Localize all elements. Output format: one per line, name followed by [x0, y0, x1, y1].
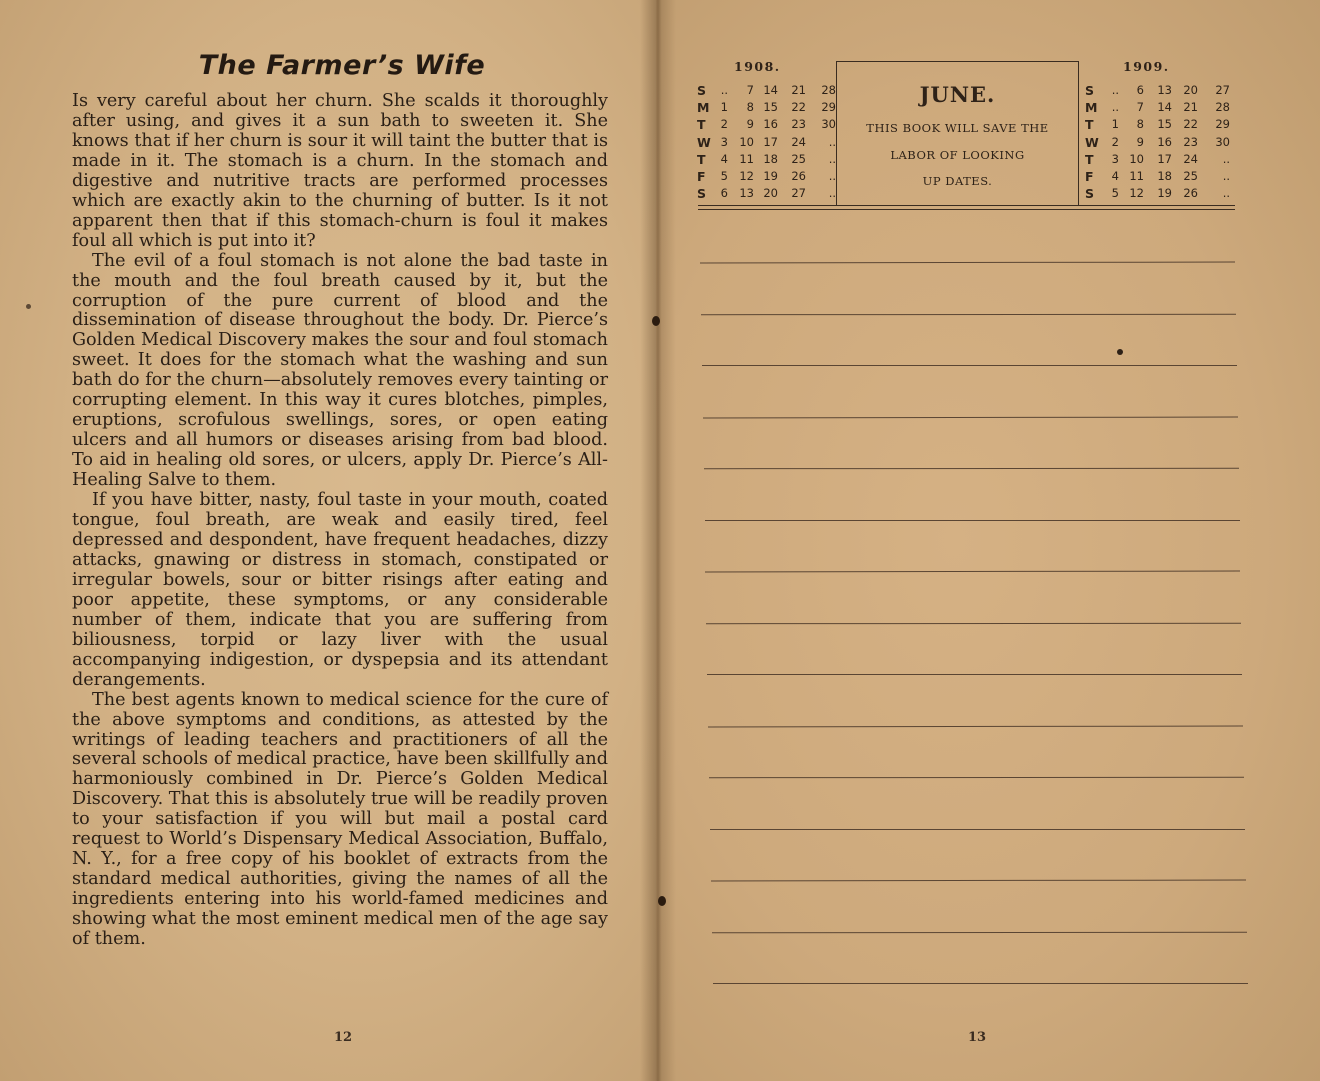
calendar-day: 13: [1157, 83, 1172, 97]
weekday-letter: T: [1085, 151, 1094, 167]
calendar-day: 17: [763, 134, 778, 149]
calendar-day: 17: [1157, 151, 1172, 166]
note-line: LABOR OF LOOKING: [890, 148, 1025, 162]
calendar-day: 19: [763, 168, 778, 183]
calendar-day: ..: [1111, 100, 1119, 115]
calendar-day: 29: [821, 100, 836, 115]
calendar-day: 21: [791, 83, 806, 97]
calendar-day: 1: [720, 100, 728, 115]
ruled-line: [710, 829, 1245, 830]
calendar-day: 16: [1157, 134, 1172, 149]
header-rule: [698, 209, 1235, 210]
calendar-day: 20: [763, 186, 778, 201]
calendar-row: [697, 186, 837, 203]
calendar-day: 26: [791, 168, 806, 183]
calendar-row: [1085, 135, 1231, 152]
ruled-line: [706, 622, 1241, 623]
calendar-day: 6: [720, 186, 728, 201]
calendar-day: 2: [720, 117, 728, 132]
calendar-day: 24: [1183, 151, 1198, 166]
year-label-1908: 1908.: [734, 59, 781, 74]
note-line: THIS BOOK WILL SAVE THE: [866, 121, 1049, 135]
calendar-row: [1085, 152, 1231, 169]
calendar-day: 3: [720, 134, 728, 149]
paragraph: The best agents known to medical science for the cure of the above symptoms and conditions, as attested by the writings of leading teachers and practitioners of all the several schools of medical practice, have been skillfully and harmoniously combined in Dr. Pierce’s Golden Medical Discovery. That this is absolutely true will be readily proven to your satisfaction if you will but mail a postal card request to World’s Dispensary Medical Association, Buffalo, N. Y., for a free copy of his booklet of extracts from the standard medical authorities, giving the names of all the ingredients entering into his world-famed medicines and showing what the most eminent medical men of the age say of them.: [72, 689, 608, 950]
calendar-day: 11: [739, 151, 754, 166]
page-title: The Farmer’s Wife: [198, 50, 486, 81]
note-line: UP DATES.: [922, 174, 993, 188]
ruled-line: [701, 313, 1236, 314]
page-number: 13: [968, 1030, 987, 1045]
calendar-day: 25: [1183, 168, 1198, 183]
calendar-day: 13: [739, 186, 754, 201]
calendar-day: 23: [1183, 134, 1198, 149]
calendar-day: 6: [1136, 83, 1144, 97]
calendar-day: ..: [1111, 83, 1119, 97]
ink-spot: [1117, 349, 1123, 355]
calendar-day: 2: [1111, 134, 1119, 149]
calendar-day: 22: [791, 100, 806, 115]
calendar-day: 10: [1129, 151, 1144, 166]
weekday-letter: S: [697, 83, 707, 98]
paragraph: Is very careful about her churn. She scalds it thoroughly after using, and gives it a sun bath to sweeten it. She knows that if her churn is sour it will taint the butter that is made in it. The stomach is a churn. In the stomach and digestive and nutritive tracts are performed processes which are exactly akin to the churning of butter. Is it not apparent then that if this stomach-churn is foul it makes foul all which is put into it?: [72, 91, 608, 251]
calendar-day: 28: [1215, 100, 1230, 115]
calendar-day: ..: [828, 168, 836, 183]
calendar-day: ..: [1222, 186, 1230, 201]
weekday-letter: S: [1085, 83, 1095, 98]
calendar-day: 30: [821, 117, 836, 132]
calendar-row: [697, 100, 837, 117]
calendar-day: 5: [1111, 186, 1119, 201]
weekday-letter: F: [697, 168, 706, 184]
calendar-day: 21: [1183, 100, 1198, 115]
calendar-day: ..: [828, 134, 836, 149]
calendar-day: 12: [1129, 186, 1144, 201]
paragraph: If you have bitter, nasty, foul taste in your mouth, coated tongue, foul breath, are weak and easily tired, feel depressed and despondent, have frequent headaches, dizzy attacks, gnawing or distress in stomach, constipated or irregular bowels, sour or bitter risings after eating and poor appetite, these symptoms, or any considerable number of them, indicate that you are suffering from biliousness, torpid or lazy liver with the usual accompanying indigestion, or dyspepsia and its attendant derangements.: [72, 490, 608, 690]
calendar-day: 12: [739, 168, 754, 183]
calendar-day: 9: [746, 117, 754, 132]
calendar-day: 15: [763, 100, 778, 115]
calendar-day: ..: [720, 83, 728, 97]
calendar-day: 7: [746, 83, 754, 97]
weekday-letter: M: [1085, 100, 1098, 116]
weekday-letter: F: [1085, 168, 1094, 184]
calendar-day: 7: [1136, 100, 1144, 115]
calendar-day: 19: [1157, 186, 1172, 201]
calendar-day: ..: [1222, 151, 1230, 166]
month-header-box: [836, 61, 1079, 206]
calendar-day: 9: [1136, 134, 1144, 149]
calendar-day: 27: [1215, 83, 1230, 97]
calendar-day: 25: [791, 151, 806, 166]
book-spine-gutter: [640, 0, 676, 1081]
calendar-row: [697, 169, 837, 186]
page-number: 12: [334, 1030, 353, 1045]
ruled-line: [702, 365, 1237, 366]
article-body: [72, 92, 608, 950]
calendar-day: 11: [1129, 168, 1144, 183]
calendar-row: [1085, 186, 1231, 203]
calendar-day: 28: [821, 83, 836, 97]
calendar-row: [1085, 100, 1231, 117]
calendar-day: 8: [1136, 117, 1144, 132]
calendar-row: [697, 135, 837, 152]
weekday-letter: S: [697, 186, 707, 202]
binding-stitch-hole: [658, 896, 666, 906]
calendar-day: 15: [1157, 117, 1172, 132]
calendar-day: 24: [791, 134, 806, 149]
calendar-day: 5: [720, 168, 728, 183]
calendar-day: 18: [1157, 168, 1172, 183]
calendar-day: 8: [746, 100, 754, 115]
calendar-day: ..: [1222, 168, 1230, 183]
calendar-row: [1085, 117, 1231, 134]
weekday-letter: T: [697, 151, 706, 167]
ruled-line: [712, 931, 1247, 932]
calendar-day: 20: [1183, 83, 1198, 97]
weekday-letter: T: [1085, 117, 1094, 133]
ruled-line: [705, 520, 1240, 521]
calendar-day: 27: [791, 186, 806, 201]
weekday-letter: W: [697, 134, 711, 150]
calendar-1909: [1085, 83, 1231, 203]
month-name: JUNE.: [919, 82, 996, 107]
paragraph: The evil of a foul stomach is not alone the bad taste in the mouth and the foul breath caused by it, but the corruption of the pure current of blood and the dissemination of disease throughout the body. Dr. Pierce’s Golden Medical Discovery makes the sour and foul stomach sweet. It does for the stomach what the washing and sun bath do for the churn—absolutely removes every tainting or corrupting element. In this way it cures blotches, pimples, eruptions, scrofulous swellings, sores, or open eating ulcers and all humors or diseases arising from bad blood. To aid in healing old sores, or ulcers, apply Dr. Pierce’s All-Healing Salve to them.: [72, 250, 608, 491]
ruled-line: [713, 983, 1248, 984]
calendar-day: 3: [1111, 151, 1119, 166]
weekday-letter: W: [1085, 134, 1099, 150]
calendar-day: 10: [739, 134, 754, 149]
calendar-day: 22: [1183, 117, 1198, 132]
calendar-row: [697, 117, 837, 134]
header-rule: [698, 205, 1235, 206]
ruled-line: [707, 674, 1242, 675]
calendar-day: ..: [828, 186, 836, 201]
weekday-letter: T: [697, 117, 706, 133]
calendar-day: 1: [1111, 117, 1119, 132]
calendar-day: 18: [763, 151, 778, 166]
calendar-day: 14: [763, 83, 778, 97]
left-page: [0, 0, 656, 1081]
calendar-row: [697, 152, 837, 169]
calendar-row: [1085, 83, 1231, 100]
calendar-1908: [697, 83, 837, 203]
ink-spot: [26, 304, 31, 309]
calendar-day: 23: [791, 117, 806, 132]
weekday-letter: M: [697, 100, 710, 116]
calendar-day: 16: [763, 117, 778, 132]
weekday-letter: S: [1085, 186, 1095, 202]
calendar-day: 14: [1157, 100, 1172, 115]
binding-stitch-hole: [652, 316, 660, 326]
calendar-day: 29: [1215, 117, 1230, 132]
calendar-day: 26: [1183, 186, 1198, 201]
calendar-day: ..: [828, 151, 836, 166]
calendar-row: [697, 83, 837, 100]
calendar-row: [1085, 169, 1231, 186]
calendar-day: 30: [1215, 134, 1230, 149]
calendar-day: 4: [1111, 168, 1119, 183]
year-label-1909: 1909.: [1123, 59, 1170, 74]
calendar-day: 4: [720, 151, 728, 166]
